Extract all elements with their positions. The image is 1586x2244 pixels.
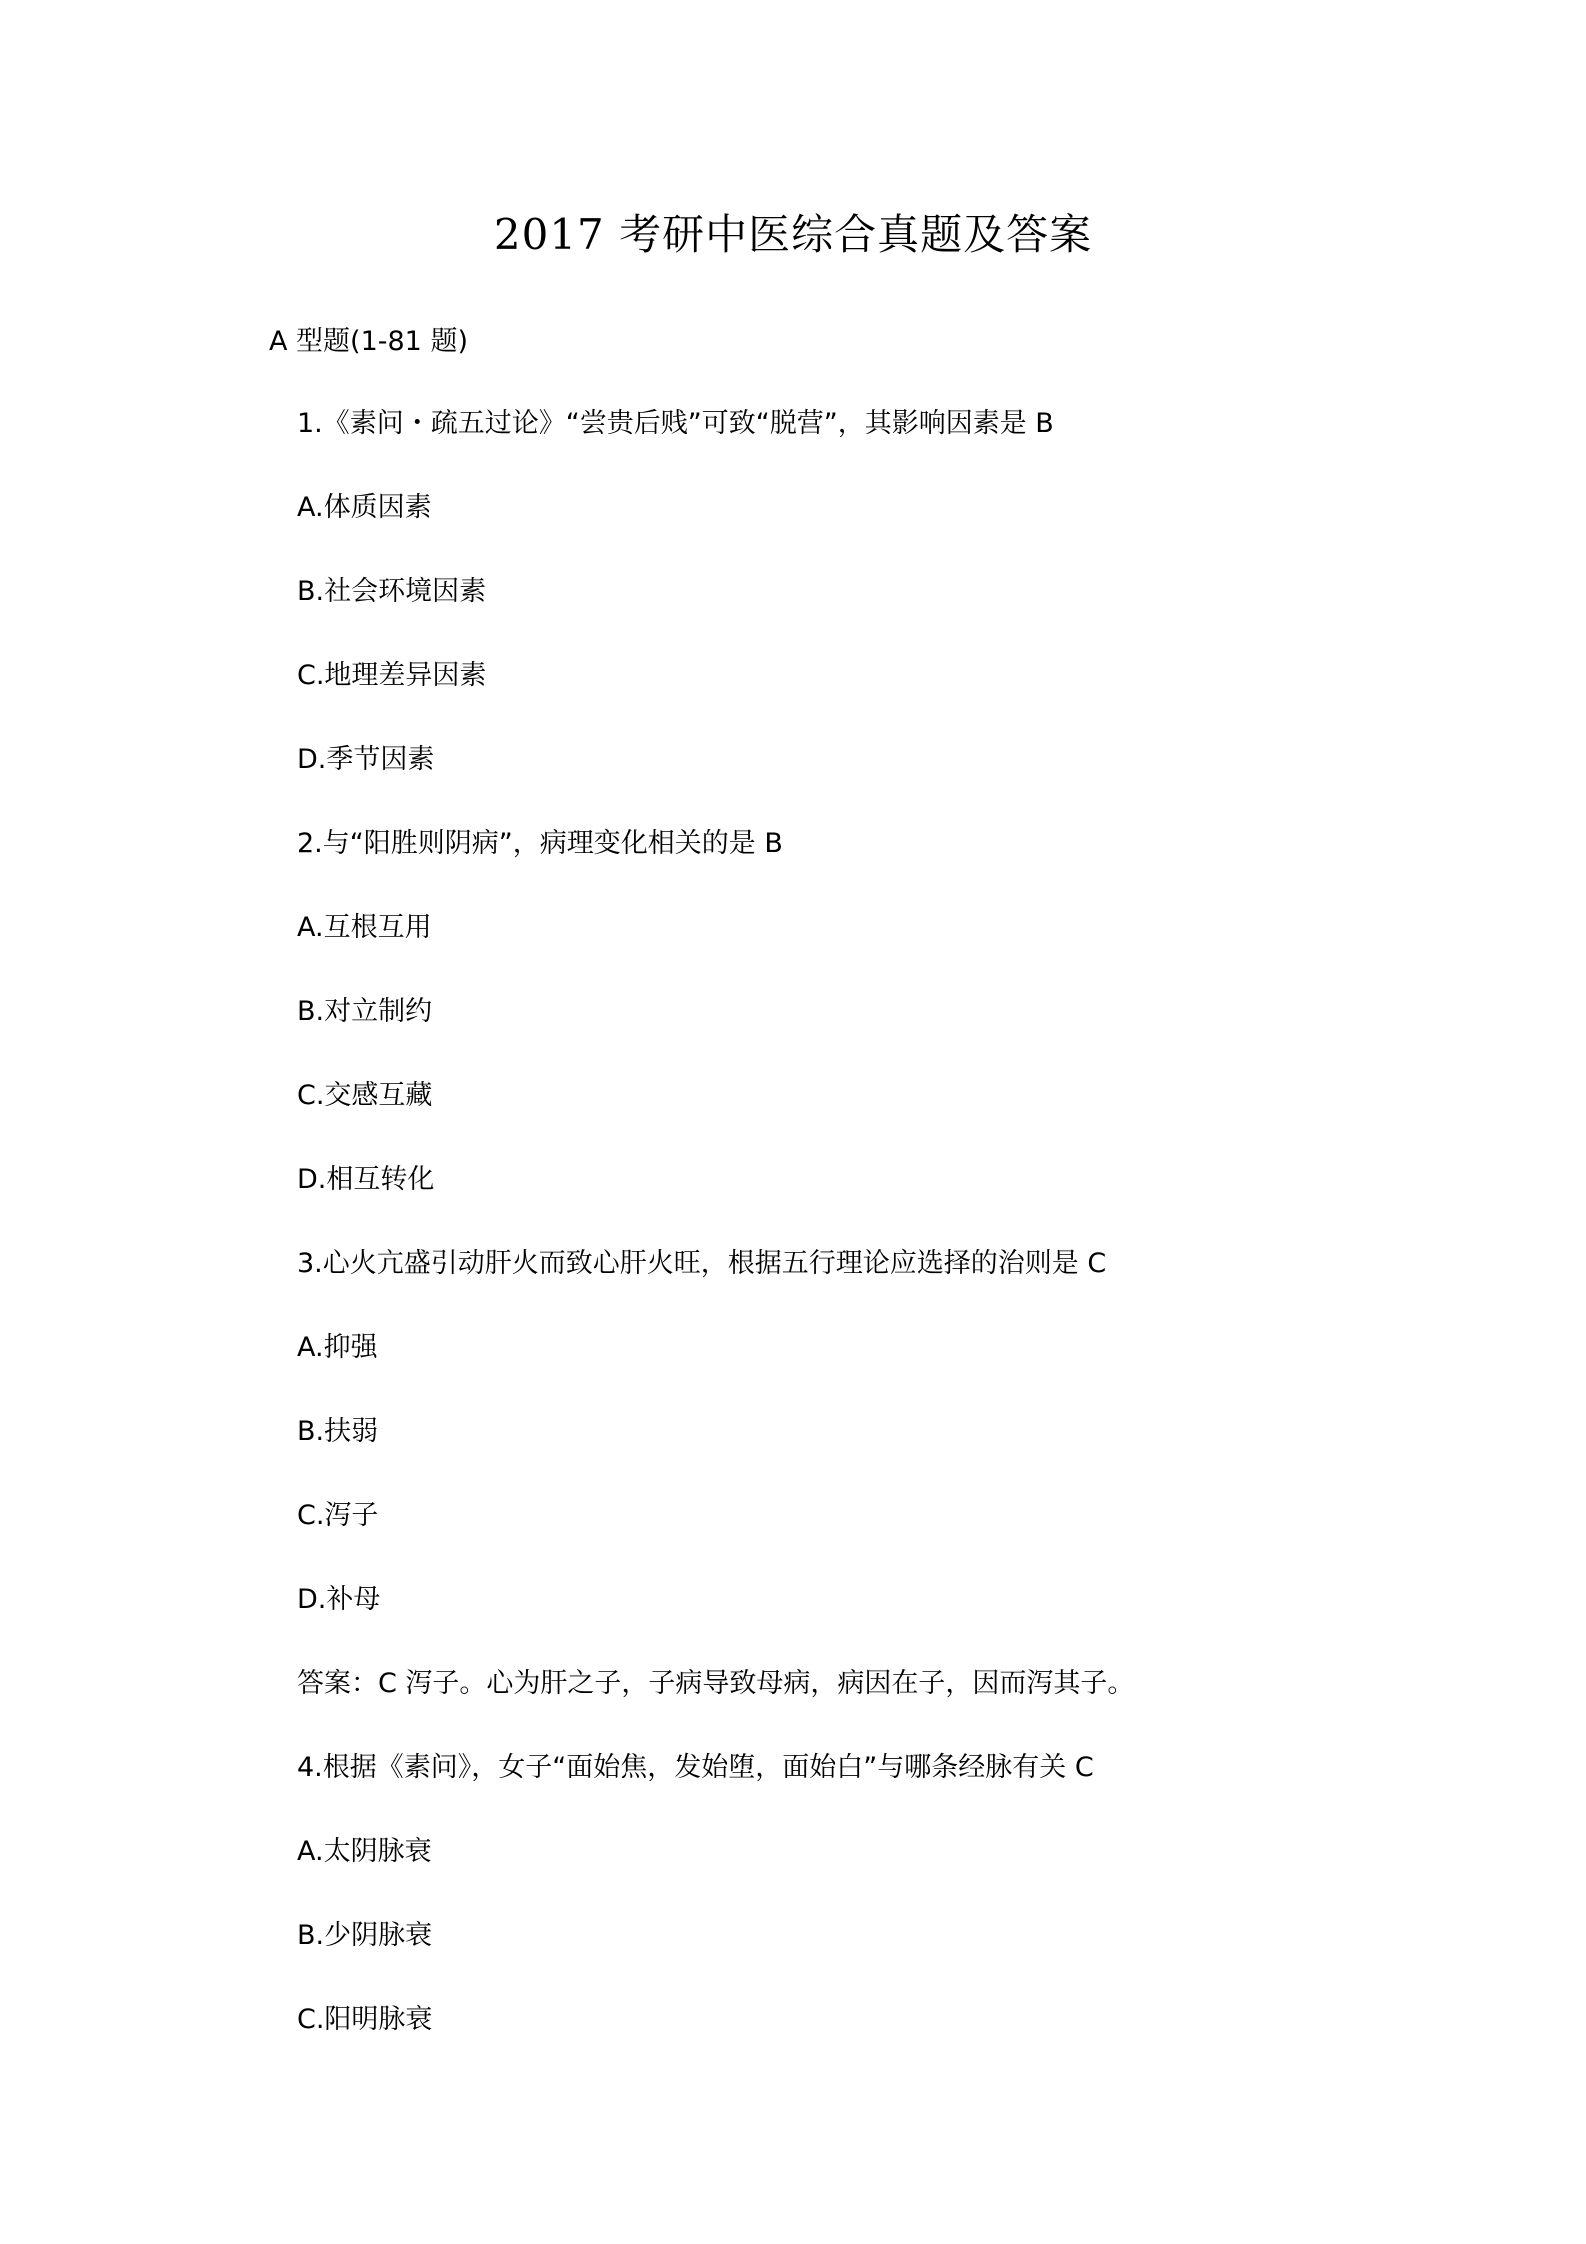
document-title: 2017 考研中医综合真题及答案: [493, 210, 1093, 259]
text-line: C.阳明脉衰: [297, 2004, 433, 2035]
text-line: B.扶弱: [297, 1416, 379, 1447]
text-line: 答案：C 泻子。心为肝之子，子病导致母病，病因在子，因而泻其子。: [297, 1668, 1135, 1699]
text-line: D.补母: [297, 1584, 381, 1615]
text-line: A.互根互用: [297, 912, 432, 943]
text-line: A.抑强: [297, 1332, 378, 1363]
text-line: 2.与“阳胜则阴病”，病理变化相关的是 B: [297, 828, 783, 859]
text-line: C.地理差异因素: [297, 660, 487, 691]
text-line: B.对立制约: [297, 996, 433, 1027]
text-line: A.体质因素: [297, 492, 432, 523]
text-line: 4.根据《素问》，女子“面始焦，发始堕，面始白”与哪条经脉有关 C: [297, 1752, 1094, 1783]
text-line: C.交感互藏: [297, 1080, 433, 1111]
text-line: B.少阴脉衰: [297, 1920, 433, 1951]
text-line: 3.心火亢盛引动肝火而致心肝火旺，根据五行理论应选择的治则是 C: [297, 1248, 1107, 1279]
text-line: D.相互转化: [297, 1164, 435, 1195]
text-line: C.泻子: [297, 1500, 379, 1531]
section-heading: A 型题(1-81 题): [269, 326, 468, 357]
text-line: 1.《素问・疏五过论》“尝贵后贱”可致“脱营”，其影响因素是 B: [297, 408, 1054, 439]
text-line: A.太阴脉衰: [297, 1836, 432, 1867]
text-line: B.社会环境因素: [297, 576, 487, 607]
text-line: D.季节因素: [297, 744, 435, 775]
question-list: [297, 404, 1397, 2084]
